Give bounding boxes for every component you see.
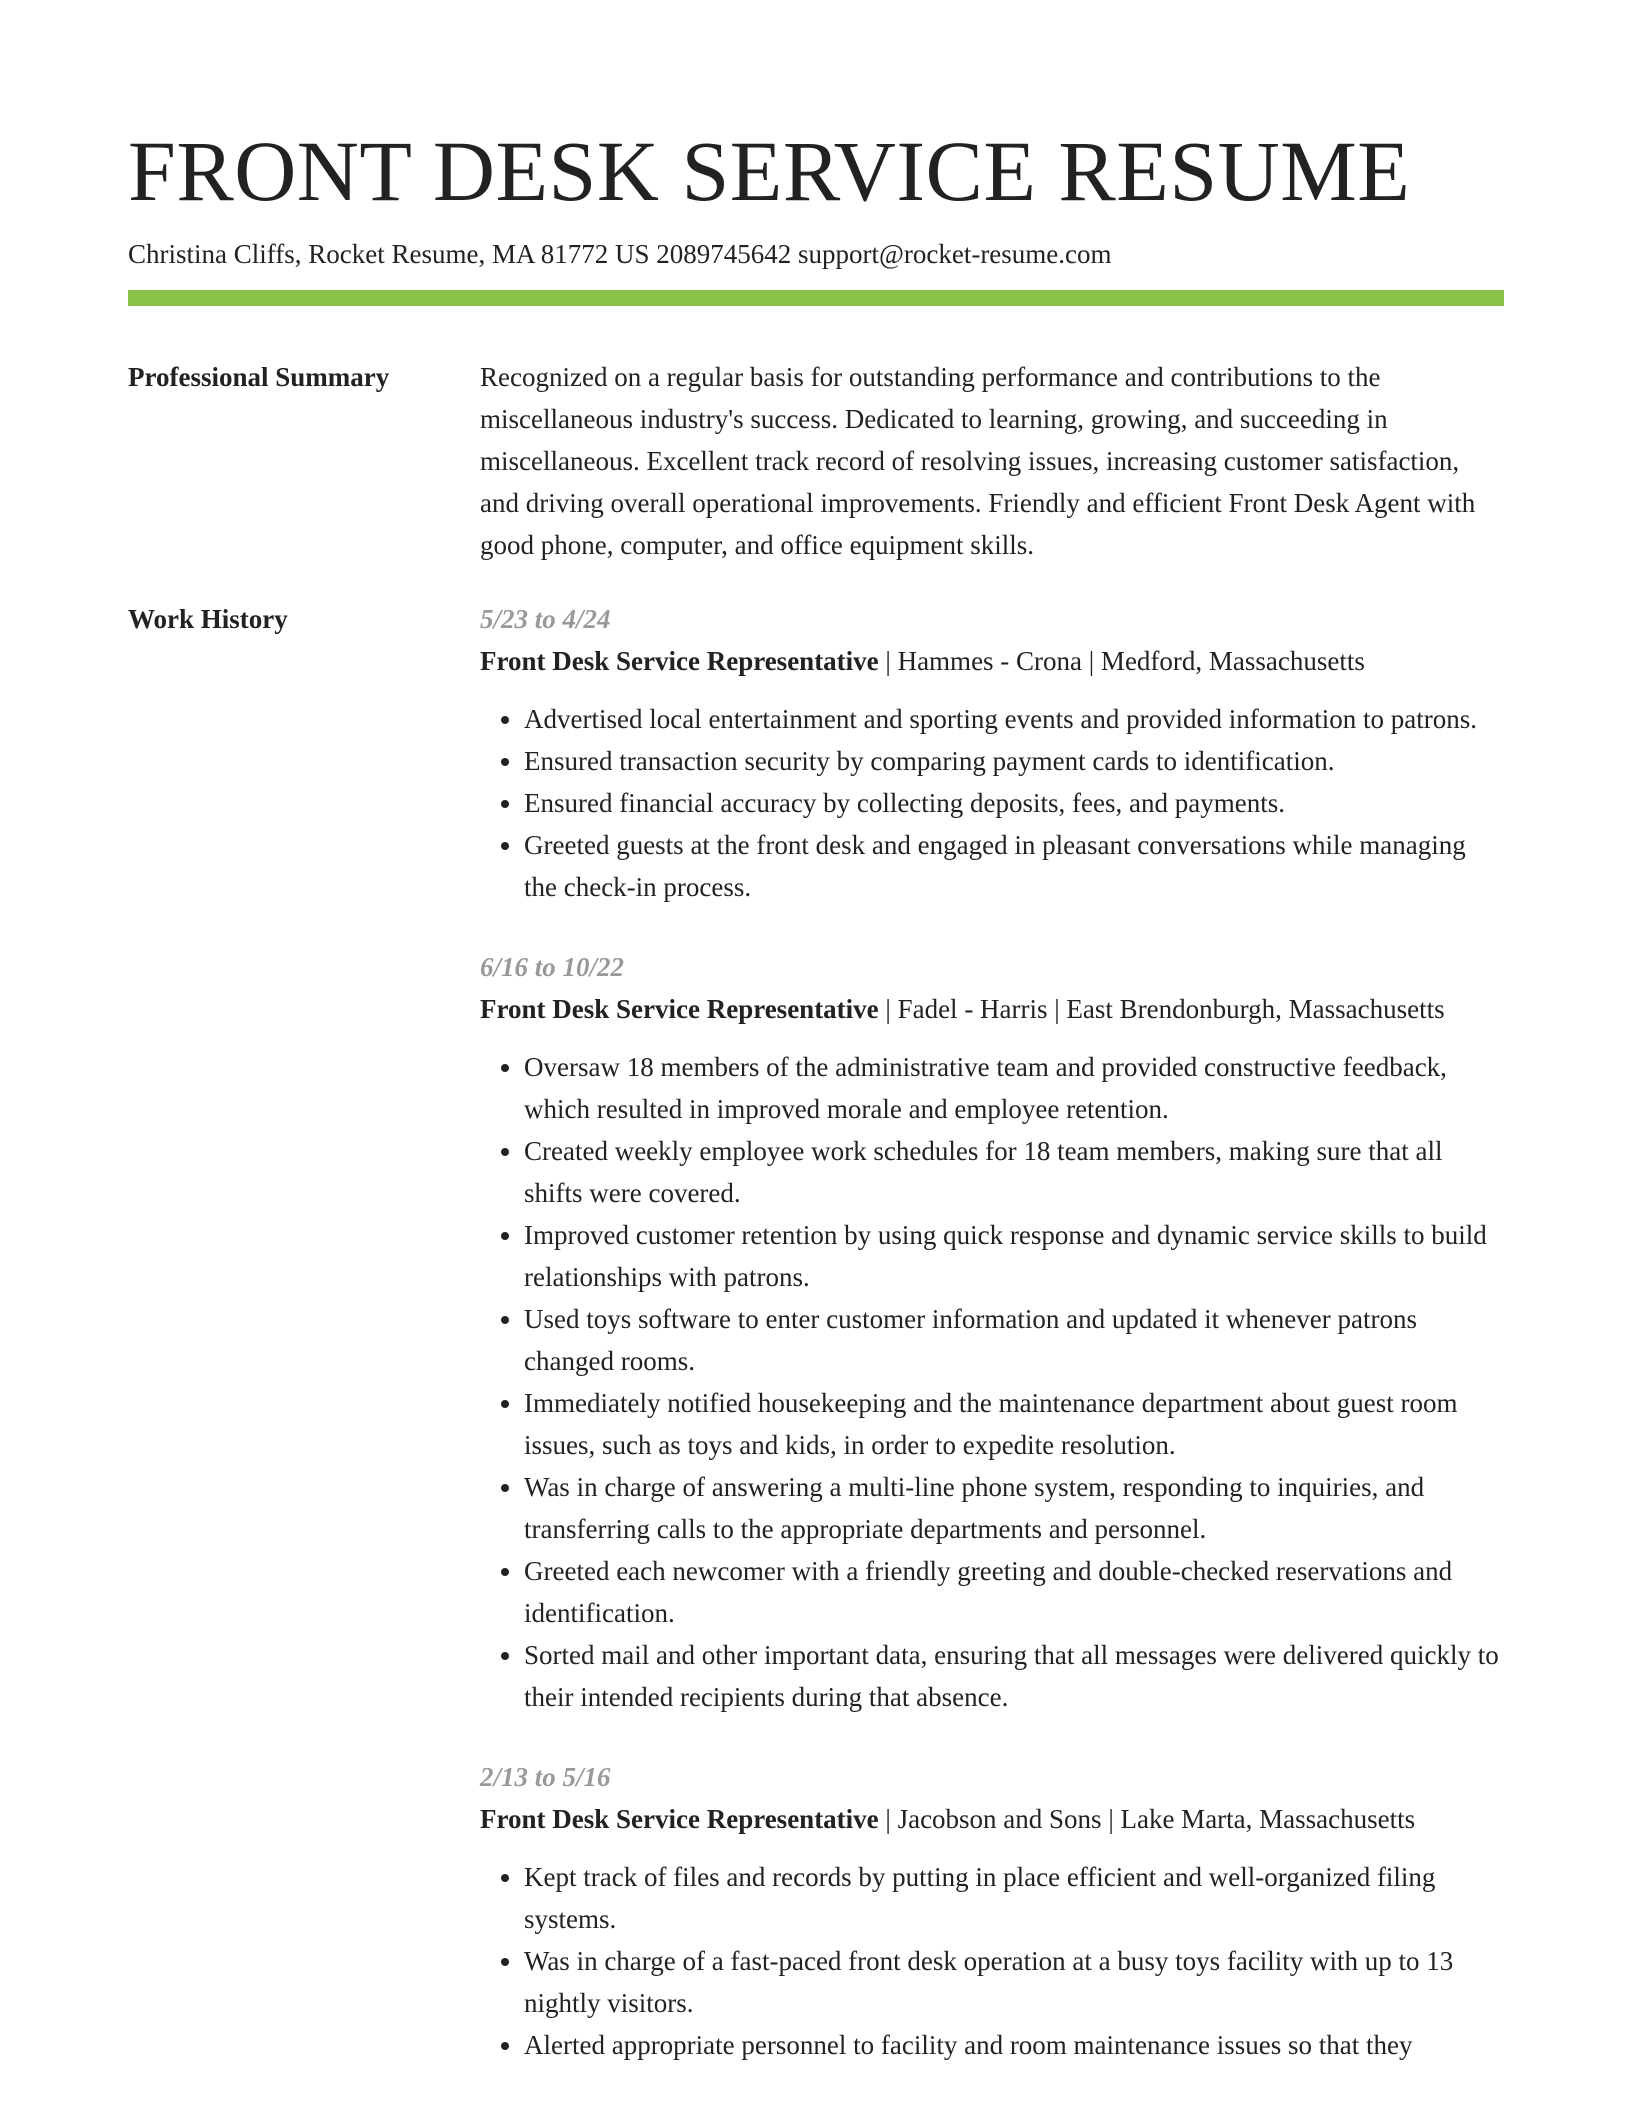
- job-bullet: • Alerted appropriate personnel to facility and room maintenance issues so that they: [524, 2024, 1504, 2066]
- job-bullet: • Created weekly employee work schedules for 18 team members, making sure that all shifts were covered.: [524, 1130, 1504, 1214]
- job-bullet: • Ensured financial accuracy by collecting deposits, fees, and payments.: [524, 782, 1504, 824]
- summary-body: [480, 356, 1504, 566]
- job-bullet: • Advertised local entertainment and sporting events and provided information to patrons.: [524, 698, 1504, 740]
- professional-summary-section: [128, 356, 1504, 566]
- job-details: | Fadel - Harris | East Brendonburgh, Massachusetts: [878, 994, 1445, 1024]
- work-history-body: [480, 598, 1504, 2104]
- job-entry: [480, 946, 1504, 1718]
- resume-page: [128, 0, 1504, 2104]
- section-label-summary: Professional Summary: [128, 362, 390, 392]
- work-history-section: [128, 598, 1504, 2104]
- job-bullet: • Greeted guests at the front desk and engaged in pleasant conversations while managing the check-in process.: [524, 824, 1504, 908]
- job-title-line: [480, 640, 1504, 682]
- job-bullet: • Was in charge of answering a multi-line phone system, responding to inquiries, and transferring calls to the appropriate departments and personnel.: [524, 1466, 1504, 1550]
- job-title: Front Desk Service Representative: [480, 1804, 879, 1834]
- job-dates: 2/13 to 5/16: [480, 1762, 611, 1792]
- job-title: Front Desk Service Representative: [480, 646, 879, 676]
- job-bullet: • Greeted each newcomer with a friendly greeting and double-checked reservations and identification.: [524, 1550, 1504, 1634]
- job-bullet-list: [480, 1046, 1504, 1718]
- resume-title: FRONT DESK SERVICE RESUME: [128, 123, 1411, 219]
- job-bullet: • Kept track of files and records by putting in place efficient and well-organized filing systems.: [524, 1856, 1504, 1940]
- contact-info: Christina Cliffs, Rocket Resume, MA 81772 US 2089745642 support@rocket-resume.com: [128, 239, 1112, 269]
- job-bullet: • Was in charge of a fast-paced front desk operation at a busy toys facility with up to 13 nightly visitors.: [524, 1940, 1504, 2024]
- job-bullet: • Ensured transaction security by comparing payment cards to identification.: [524, 740, 1504, 782]
- job-title-line: [480, 988, 1504, 1030]
- job-details: | Jacobson and Sons | Lake Marta, Massachusetts: [878, 1804, 1416, 1834]
- job-title: Front Desk Service Representative: [480, 994, 879, 1024]
- section-label-work-history: Work History: [128, 604, 288, 634]
- summary-text: Recognized on a regular basis for outstanding performance and contributions to the miscellaneous industry's success. Dedicated to learning, growing, and succeeding in miscellaneous. Excellent track record of resolving issues, increasing customer satisfaction, and driving overall operational improvements. Friendly and efficient Front Desk Agent with good phone, computer, and office equipment skills.: [480, 362, 1476, 560]
- job-bullet-list: [480, 698, 1504, 908]
- job-bullet-list: [480, 1856, 1504, 2066]
- job-dates: 5/23 to 4/24: [480, 604, 611, 634]
- job-bullet: • Improved customer retention by using quick response and dynamic service skills to build relationships with patrons.: [524, 1214, 1504, 1298]
- accent-divider: [128, 290, 1504, 306]
- job-title-line: [480, 1798, 1504, 1840]
- job-bullet: • Immediately notified housekeeping and the maintenance department about guest room issues, such as toys and kids, in order to expedite resolution.: [524, 1382, 1504, 1466]
- job-entry: [480, 1756, 1504, 2066]
- job-dates: 6/16 to 10/22: [480, 952, 625, 982]
- job-bullet: • Used toys software to enter customer information and updated it whenever patrons changed rooms.: [524, 1298, 1504, 1382]
- job-entry: [480, 598, 1504, 908]
- job-bullet: • Oversaw 18 members of the administrative team and provided constructive feedback, which resulted in improved morale and employee retention.: [524, 1046, 1504, 1130]
- job-bullet: • Sorted mail and other important data, ensuring that all messages were delivered quickly to their intended recipients during that absence.: [524, 1634, 1504, 1718]
- job-details: | Hammes - Crona | Medford, Massachusetts: [878, 646, 1365, 676]
